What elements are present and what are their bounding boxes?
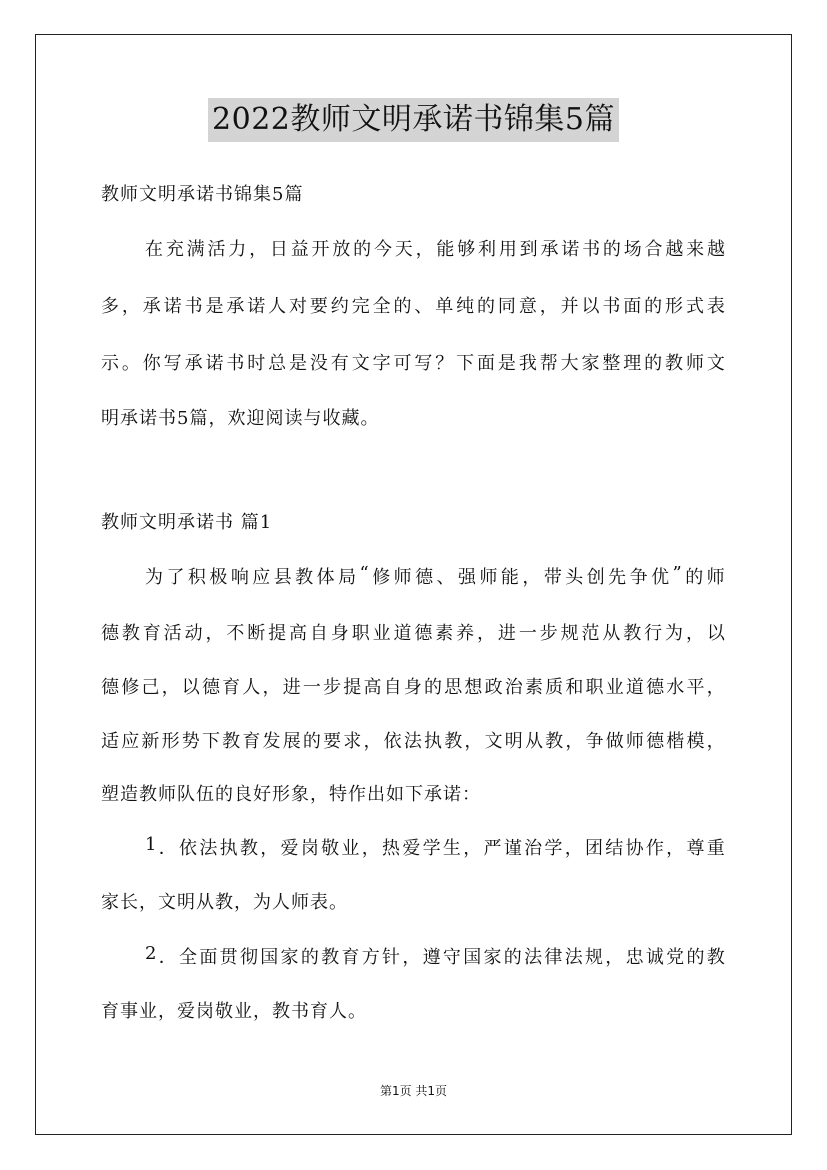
- glyph: 爱: [402, 838, 421, 859]
- glyph: 教: [222, 731, 241, 752]
- glyph: 形: [665, 296, 684, 317]
- glyph: 爱: [280, 838, 299, 859]
- glyph: 师: [706, 567, 725, 588]
- glyph: 针: [382, 947, 401, 968]
- glyph: 约: [330, 296, 349, 317]
- glyph: 的: [685, 567, 704, 588]
- glyph: 贯: [219, 947, 238, 968]
- glyph: 为: [665, 623, 684, 644]
- glyph: ，: [205, 623, 224, 644]
- glyph: 求: [343, 731, 362, 752]
- glyph: 学: [544, 838, 563, 859]
- glyph: 教: [706, 947, 725, 968]
- glyph: ，: [415, 239, 434, 260]
- glyph: ，: [666, 838, 685, 859]
- glyph: ，: [361, 838, 380, 859]
- glyph: 执: [219, 838, 238, 859]
- glyph: 道: [393, 623, 412, 644]
- glyph: 律: [544, 947, 563, 968]
- section-line: [101, 619, 725, 645]
- intro-line: [101, 292, 725, 318]
- glyph: 不: [226, 623, 245, 644]
- glyph: 是: [205, 296, 224, 317]
- glyph: 诺: [247, 296, 266, 317]
- glyph: ，: [249, 239, 268, 260]
- glyph: 没: [309, 353, 328, 374]
- glyph: ．: [158, 838, 177, 859]
- glyph: 执: [424, 731, 442, 752]
- glyph: 行: [644, 623, 663, 644]
- glyph: 诺: [205, 353, 224, 374]
- glyph: ，: [260, 838, 279, 859]
- glyph: ，: [402, 947, 421, 968]
- glyph: 自: [383, 677, 402, 698]
- glyph: 法: [403, 731, 422, 752]
- glyph: 岗: [300, 838, 319, 859]
- glyph: 楷: [666, 731, 685, 752]
- glyph: 法: [564, 947, 583, 968]
- glyph: 育: [341, 947, 360, 968]
- glyph: 文: [484, 731, 503, 752]
- glyph: 的: [302, 731, 321, 752]
- glyph: 家: [483, 947, 502, 968]
- glyph: 身: [330, 623, 349, 644]
- glyph: 的: [393, 296, 412, 317]
- glyph: 作: [645, 838, 664, 859]
- glyph: 教: [623, 623, 642, 644]
- glyph: ，: [685, 623, 704, 644]
- glyph: 合: [644, 239, 663, 260]
- glyph: 文: [351, 353, 370, 374]
- glyph: 道: [625, 677, 644, 698]
- glyph: 人: [242, 677, 261, 698]
- glyph: 用: [498, 239, 517, 260]
- glyph: 德: [101, 623, 119, 644]
- glyph: 育: [222, 677, 241, 698]
- intro-line: [145, 235, 725, 261]
- glyph: 提: [343, 677, 362, 698]
- glyph: 一: [302, 677, 321, 698]
- title-block: [0, 98, 827, 142]
- glyph: 书: [226, 353, 245, 374]
- glyph: 治: [504, 677, 523, 698]
- glyph: 质: [545, 677, 564, 698]
- glyph: 德: [414, 623, 433, 644]
- glyph: 大: [560, 353, 579, 374]
- intro-line: 明承诺书5篇，欢迎阅读与收藏。: [101, 408, 380, 429]
- glyph: 来: [686, 239, 705, 260]
- glyph: 规: [584, 947, 603, 968]
- glyph: 全: [372, 296, 391, 317]
- glyph: 理: [623, 353, 642, 374]
- glyph: 的: [686, 947, 705, 968]
- glyph: 势: [181, 731, 200, 752]
- glyph: ，: [706, 731, 725, 752]
- glyph: 家: [280, 947, 299, 968]
- glyph: 新: [141, 731, 160, 752]
- glyph: 家: [581, 353, 600, 374]
- glyph: 谨: [503, 838, 522, 859]
- glyph: 尊: [686, 838, 705, 859]
- glyph: 教: [444, 731, 463, 752]
- glyph: 利: [478, 239, 496, 260]
- glyph: 重: [706, 838, 725, 859]
- glyph: 争: [585, 731, 604, 752]
- section-line: 塑造教师队伍的良好形象，特作出如下承诺：: [101, 784, 481, 805]
- glyph: 应: [121, 731, 140, 752]
- glyph: 的: [477, 296, 496, 317]
- glyph: 。: [121, 353, 140, 374]
- glyph: 总: [268, 353, 287, 374]
- item-2-line: 育事业，爱岗敬业，教书育人。: [101, 1001, 367, 1022]
- glyph: 承: [226, 296, 245, 317]
- glyph: ，: [565, 731, 584, 752]
- glyph: 提: [268, 623, 287, 644]
- glyph: 依: [383, 731, 402, 752]
- glyph: 的: [644, 296, 663, 317]
- glyph: 书: [582, 239, 601, 260]
- glyph: 教: [545, 731, 564, 752]
- glyph: 益: [290, 239, 309, 260]
- glyph: 师: [625, 731, 644, 752]
- glyph: 治: [524, 838, 543, 859]
- glyph: 动: [184, 623, 203, 644]
- glyph: 适: [101, 731, 119, 752]
- glyph: ，: [262, 677, 281, 698]
- item-1-line: [145, 834, 725, 860]
- glyph: 写: [414, 353, 433, 374]
- glyph: 教: [321, 947, 340, 968]
- glyph: 完: [351, 296, 370, 317]
- glyph: ，: [564, 838, 583, 859]
- glyph: 思: [444, 677, 463, 698]
- glyph: 的: [602, 239, 621, 260]
- glyph: 活: [207, 239, 226, 260]
- glyph: 水: [666, 677, 685, 698]
- glyph: 职: [585, 677, 604, 698]
- glyph: 做: [605, 731, 624, 752]
- glyph: 一: [518, 623, 537, 644]
- glyph: 业: [605, 677, 624, 698]
- glyph: 意: [518, 296, 537, 317]
- glyph: 书: [602, 296, 621, 317]
- section-line: [145, 563, 725, 589]
- glyph: ，: [539, 296, 558, 317]
- glyph: 承: [540, 239, 559, 260]
- glyph: 想: [464, 677, 483, 698]
- glyph: 越: [706, 239, 725, 260]
- glyph: 敬: [321, 838, 340, 859]
- glyph: 身: [403, 677, 422, 698]
- glyph: 诺: [163, 296, 182, 317]
- glyph: 国: [260, 947, 279, 968]
- glyph: 德: [415, 567, 434, 588]
- glyph: 力: [228, 239, 247, 260]
- glyph: 能: [500, 567, 519, 588]
- glyph: 彻: [239, 947, 258, 968]
- glyph: 展: [282, 731, 301, 752]
- glyph: 进: [497, 623, 516, 644]
- glyph: 、: [414, 296, 433, 317]
- glyph: 法: [524, 947, 543, 968]
- glyph: 修: [121, 677, 140, 698]
- glyph: 活: [163, 623, 182, 644]
- section-line: [101, 727, 725, 753]
- glyph: 政: [484, 677, 503, 698]
- glyph: 严: [483, 838, 502, 859]
- glyph: 和: [565, 677, 584, 698]
- glyph: 发: [262, 731, 281, 752]
- glyph: 教: [665, 353, 684, 374]
- glyph: 以: [706, 623, 725, 644]
- glyph: 为: [145, 567, 163, 588]
- section-heading: 教师文明承诺书 篇1: [101, 512, 273, 533]
- glyph: 规: [560, 623, 579, 644]
- glyph: 步: [539, 623, 558, 644]
- glyph: 明: [504, 731, 523, 752]
- glyph: 养: [456, 623, 475, 644]
- glyph: 时: [247, 353, 266, 374]
- glyph: 了: [166, 567, 185, 588]
- glyph: 同: [497, 296, 516, 317]
- glyph: 表: [706, 296, 725, 317]
- glyph: 诺: [561, 239, 580, 260]
- glyph: 承: [184, 353, 203, 374]
- glyph: 我: [518, 353, 537, 374]
- glyph: 今: [373, 239, 392, 260]
- glyph: 响: [230, 567, 249, 588]
- glyph: 优: [651, 567, 670, 588]
- glyph: 团: [584, 838, 603, 859]
- glyph: 进: [282, 677, 301, 698]
- glyph: 步: [323, 677, 342, 698]
- glyph: 修: [372, 567, 391, 588]
- glyph: 、: [436, 567, 455, 588]
- glyph: 字: [372, 353, 391, 374]
- glyph: 断: [247, 623, 266, 644]
- glyph: 要: [323, 731, 342, 752]
- glyph: 开: [311, 239, 330, 260]
- glyph: 人: [268, 296, 287, 317]
- glyph: 师: [393, 567, 412, 588]
- glyph: 面: [477, 353, 496, 374]
- glyph: 平: [686, 677, 705, 698]
- glyph: 争: [629, 567, 648, 588]
- glyph: 教: [239, 838, 258, 859]
- glyph: 在: [145, 239, 163, 260]
- glyph: 业: [372, 623, 391, 644]
- glyph: 从: [602, 623, 621, 644]
- glyph: 强: [458, 567, 476, 588]
- glyph: 极: [209, 567, 228, 588]
- glyph: ，: [121, 296, 140, 317]
- glyph: 模: [686, 731, 705, 752]
- glyph: 充: [165, 239, 184, 260]
- glyph: 德: [646, 677, 665, 698]
- glyph: 从: [524, 731, 543, 752]
- glyph: 形: [161, 731, 180, 752]
- glyph: 范: [581, 623, 600, 644]
- glyph: 守: [442, 947, 461, 968]
- glyph: 下: [456, 353, 475, 374]
- glyph: 创: [586, 567, 605, 588]
- glyph: 业: [341, 838, 360, 859]
- glyph: 师: [685, 353, 704, 374]
- glyph: 能: [436, 239, 455, 260]
- glyph: 自: [309, 623, 328, 644]
- glyph: 对: [289, 296, 308, 317]
- glyph: 先: [608, 567, 627, 588]
- glyph: ，: [363, 731, 382, 752]
- glyph: 头: [565, 567, 584, 588]
- item-1-line: 家长，文明从教，为人师表。: [101, 892, 348, 913]
- glyph: 教: [295, 567, 314, 588]
- glyph: 越: [665, 239, 684, 260]
- glyph: 是: [289, 353, 308, 374]
- section-line: [101, 673, 725, 699]
- glyph: 示: [101, 353, 119, 374]
- glyph: ，: [605, 947, 624, 968]
- glyph: “: [359, 563, 369, 584]
- glyph: 承: [142, 296, 161, 317]
- glyph: 热: [382, 838, 401, 859]
- glyph: 纯: [456, 296, 475, 317]
- glyph: 依: [179, 838, 198, 859]
- glyph: 结: [605, 838, 624, 859]
- glyph: ，: [706, 677, 725, 698]
- glyph: 的: [424, 677, 442, 698]
- glyph: 1: [145, 834, 157, 855]
- glyph: 要: [309, 296, 328, 317]
- glyph: 下: [201, 731, 220, 752]
- glyph: 诚: [645, 947, 664, 968]
- glyph: 己: [141, 677, 160, 698]
- glyph: 写: [163, 353, 182, 374]
- glyph: 协: [625, 838, 644, 859]
- glyph: 书: [184, 296, 203, 317]
- glyph: ”: [672, 563, 682, 584]
- document-title: 2022教师文明承诺书锦集5篇: [208, 98, 619, 142]
- glyph: 以: [581, 296, 600, 317]
- glyph: 2: [145, 943, 157, 964]
- glyph: ？: [435, 353, 454, 374]
- glyph: 德: [201, 677, 220, 698]
- glyph: 体: [316, 567, 335, 588]
- glyph: 县: [273, 567, 292, 588]
- glyph: 德: [101, 677, 119, 698]
- glyph: 整: [602, 353, 621, 374]
- glyph: ．: [158, 947, 177, 968]
- glyph: ，: [463, 838, 482, 859]
- glyph: 够: [457, 239, 476, 260]
- glyph: 生: [442, 838, 461, 859]
- glyph: 面: [623, 296, 642, 317]
- glyph: 并: [560, 296, 579, 317]
- glyph: 的: [503, 947, 522, 968]
- item-2-line: [145, 943, 725, 969]
- glyph: 积: [187, 567, 206, 588]
- glyph: ，: [161, 677, 180, 698]
- glyph: 忠: [625, 947, 644, 968]
- glyph: 是: [497, 353, 516, 374]
- glyph: 学: [422, 838, 441, 859]
- glyph: 可: [393, 353, 412, 374]
- glyph: 你: [142, 353, 161, 374]
- glyph: 帮: [539, 353, 558, 374]
- glyph: 育: [242, 731, 261, 752]
- glyph: 的: [644, 353, 663, 374]
- glyph: 方: [361, 947, 380, 968]
- glyph: 天: [394, 239, 413, 260]
- glyph: 日: [269, 239, 288, 260]
- glyph: 文: [706, 353, 725, 374]
- glyph: 单: [435, 296, 454, 317]
- glyph: 党: [666, 947, 685, 968]
- glyph: 面: [199, 947, 218, 968]
- intro-line: [101, 349, 725, 375]
- glyph: 高: [289, 623, 308, 644]
- glyph: 国: [463, 947, 482, 968]
- glyph: 教: [121, 623, 140, 644]
- glyph: 场: [623, 239, 642, 260]
- glyph: 到: [519, 239, 538, 260]
- glyph: 放: [332, 239, 351, 260]
- glyph: 多: [101, 296, 119, 317]
- glyph: 职: [351, 623, 370, 644]
- glyph: 以: [181, 677, 200, 698]
- glyph: 的: [300, 947, 319, 968]
- glyph: 素: [524, 677, 543, 698]
- glyph: 式: [685, 296, 704, 317]
- glyph: 带: [543, 567, 562, 588]
- glyph: 德: [646, 731, 665, 752]
- glyph: 局: [338, 567, 357, 588]
- page-footer: 第1页 共1页: [379, 1084, 448, 1098]
- glyph: ，: [477, 623, 496, 644]
- glyph: ，: [464, 731, 483, 752]
- glyph: 高: [363, 677, 382, 698]
- glyph: 遵: [422, 947, 441, 968]
- glyph: 的: [353, 239, 372, 260]
- glyph: 满: [186, 239, 205, 260]
- glyph: 素: [435, 623, 454, 644]
- glyph: 有: [330, 353, 349, 374]
- glyph: 全: [179, 947, 198, 968]
- glyph: ，: [522, 567, 541, 588]
- glyph: 育: [142, 623, 161, 644]
- glyph: 法: [199, 838, 218, 859]
- document-subtitle: 教师文明承诺书锦集5篇: [101, 184, 304, 205]
- glyph: 师: [479, 567, 498, 588]
- glyph: 应: [252, 567, 271, 588]
